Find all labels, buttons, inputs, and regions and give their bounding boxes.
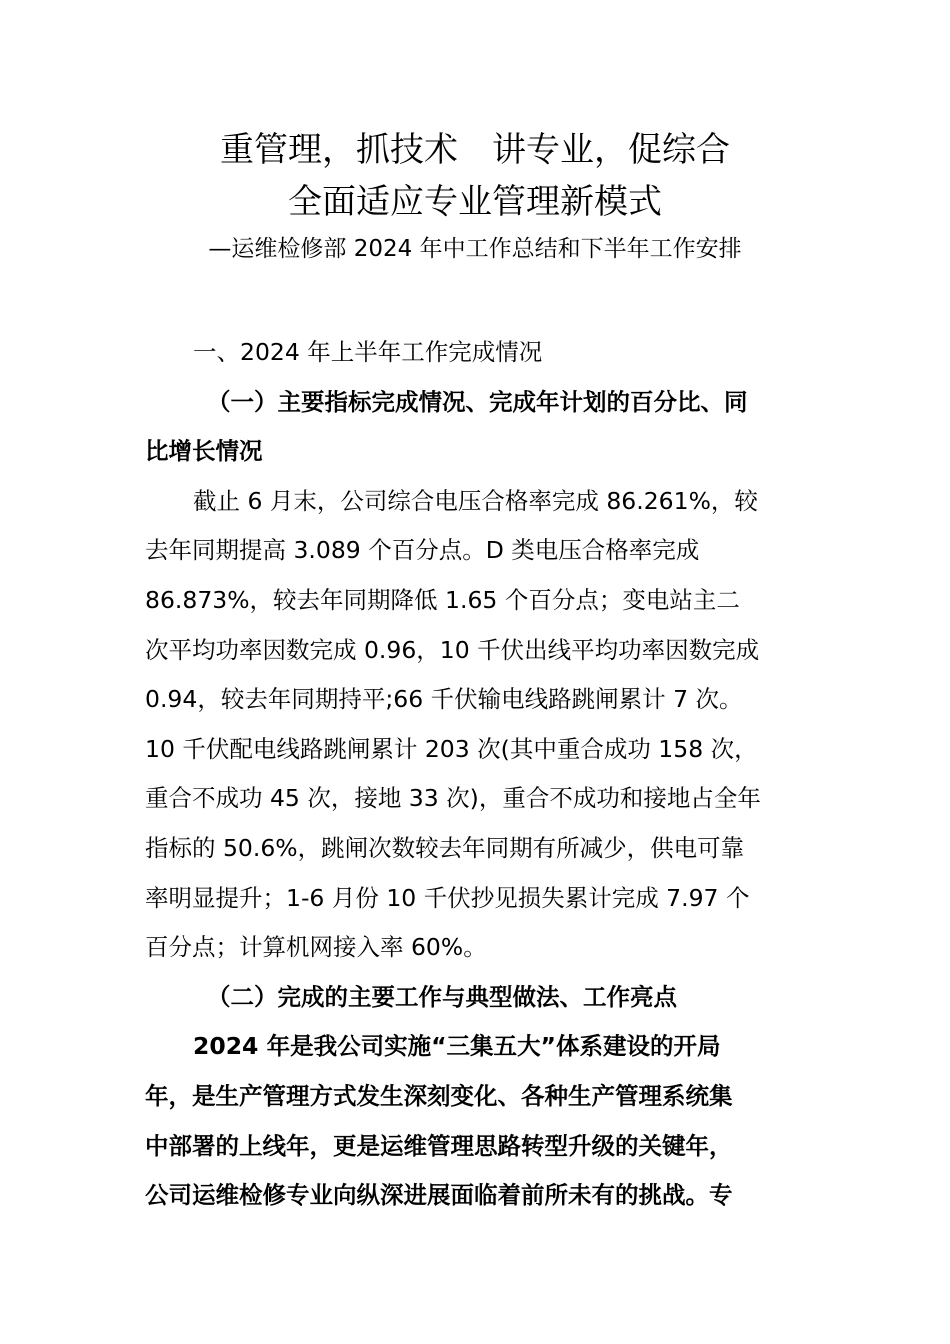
section-1-heading [145,328,807,378]
paragraph-line: 公司运维检修专业向纵深进展面临着前所未有的挑战。专 [145,1181,733,1210]
paragraph-work-summary [145,1022,807,1220]
paragraph-indicators [145,477,807,973]
paragraph-line: 率明显提升；1-6 月份 10 千伏抄见损失累计完成 7.97 个 [145,883,750,912]
paragraph-line: 百分点；计算机网接入率 60%。 [145,933,487,962]
subsection-2-heading-text: （二）完成的主要工作与典型做法、工作亮点 [207,982,677,1011]
paragraph-line: 去年同期提高 3.089 个百分点。D 类电压合格率完成 [145,536,700,565]
paragraph-line: 截止 6 月末，公司综合电压合格率完成 86.261%，较 [193,486,758,515]
document-title-line-1: 重管理，抓技术 讲专业，促综合 [220,130,730,170]
document-subtitle: —运维检修部 2024 年中工作总结和下半年工作安排 [208,236,742,262]
paragraph-line: 86.873%，较去年同期降低 1.65 个百分点；变电站主二 [145,585,740,614]
paragraph-line: 2024 年是我公司实施“三集五大”体系建设的开局 [193,1032,721,1061]
paragraph-line: 10 千伏配电线路跳闸累计 203 次(其中重合成功 158 次， [145,734,758,763]
document-title-line-2: 全面适应专业管理新模式 [288,182,662,222]
document-body [145,328,807,1221]
paragraph-line: 次平均功率因数完成 0.96，10 千伏出线平均功率因数完成 [145,635,760,664]
section-1-heading-text: 一、2024 年上半年工作完成情况 [193,338,543,366]
paragraph-line: 年，是生产管理方式发生深刻变化、各种生产管理系统集 [145,1081,733,1110]
subsection-1-heading [145,378,807,477]
subsection-1-heading-line: 比增长情况 [145,437,263,466]
paragraph-line: 中部署的上线年，更是运维管理思路转型升级的关键年， [145,1131,733,1160]
subsection-1-heading-line: （一）主要指标完成情况、完成年计划的百分比、同 [207,387,748,416]
subsection-2-heading [145,973,807,1023]
paragraph-line: 指标的 50.6%，跳闸次数较去年同期有所减少，供电可靠 [145,833,745,862]
paragraph-line: 重合不成功 45 次，接地 33 次)，重合不成功和接地占全年 [145,784,761,813]
paragraph-line: 0.94，较去年同期持平;66 千伏输电线路跳闸累计 7 次。 [145,685,743,714]
